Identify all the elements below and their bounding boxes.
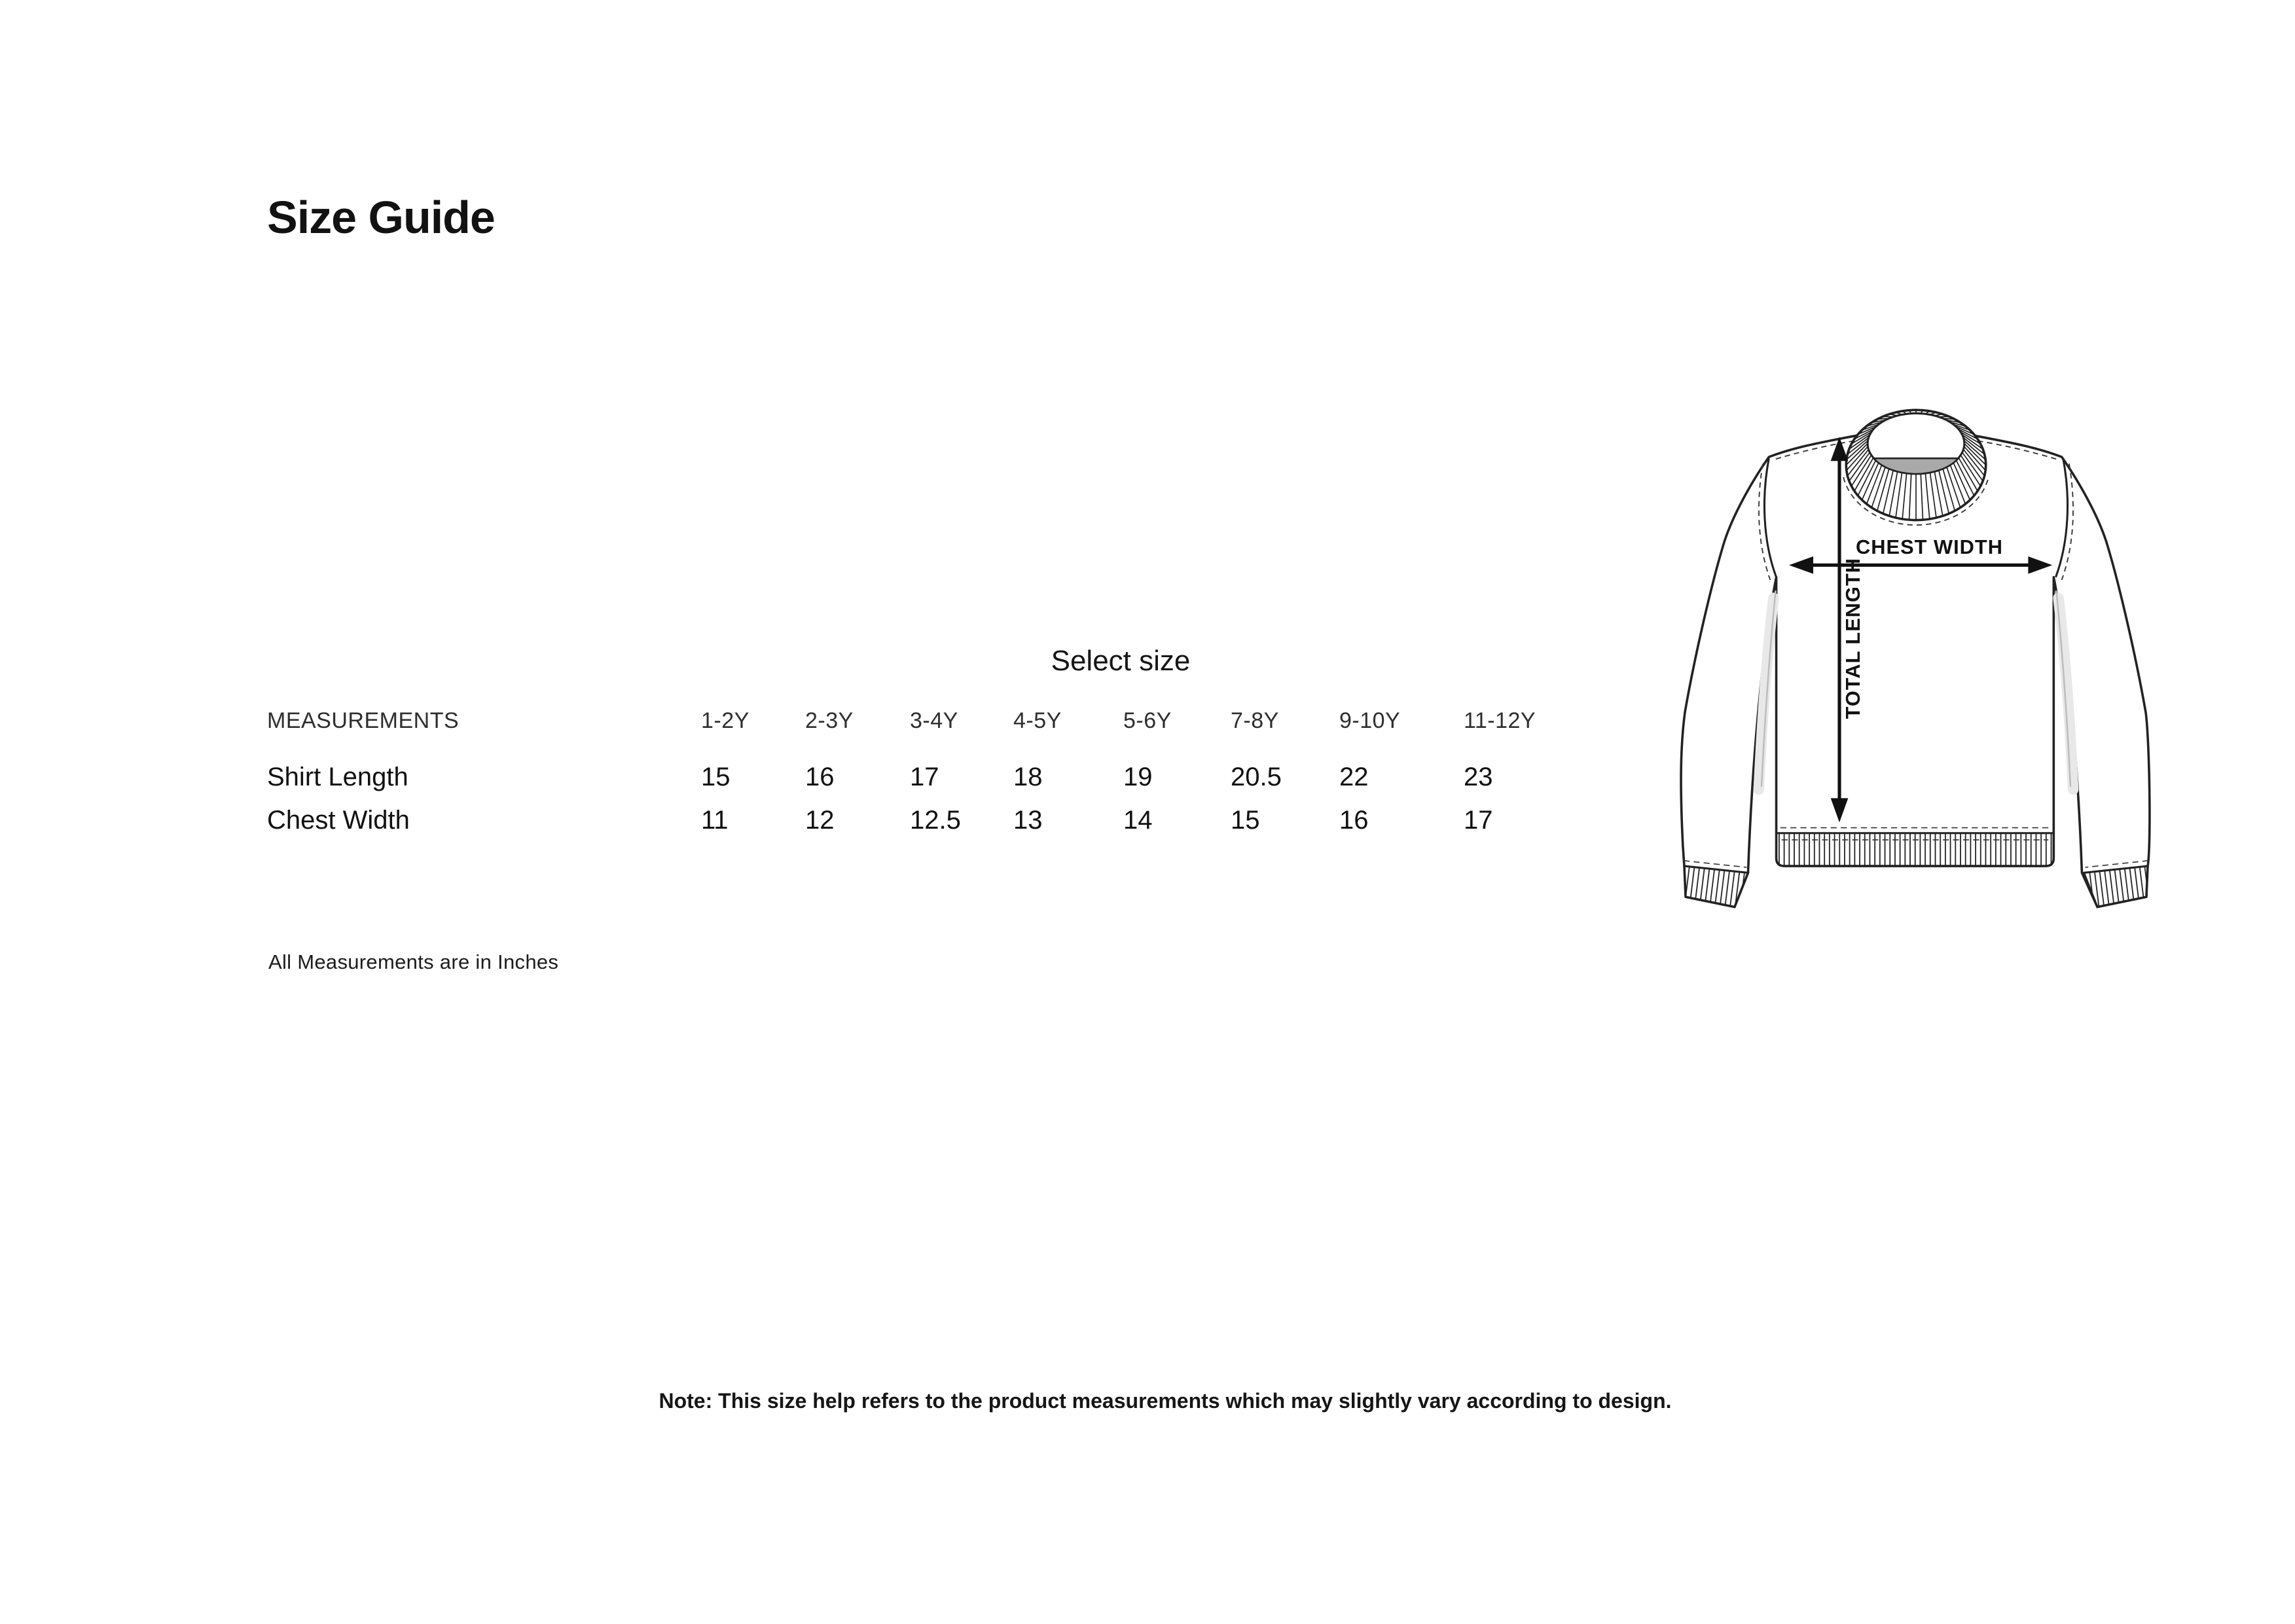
chest-width-value: 17: [1464, 806, 1493, 835]
footer-note: Note: This size help refers to the product measurements which may slightly vary according to design.: [659, 1389, 1672, 1413]
page-title: Size Guide: [267, 192, 495, 243]
chest-width-label: CHEST WIDTH: [1856, 535, 2003, 558]
shirt-length-value: 18: [1013, 763, 1043, 791]
chest-width-value: 11: [701, 806, 729, 835]
size-option-5-6y[interactable]: 5-6Y: [1123, 708, 1172, 733]
chest-width-value: 15: [1231, 806, 1260, 835]
chest-width-value: 14: [1123, 806, 1153, 835]
left-cuff-ribbing: [1684, 866, 1748, 907]
chest-width-value: 16: [1339, 806, 1369, 835]
size-option-4-5y[interactable]: 4-5Y: [1013, 708, 1062, 733]
size-option-9-10y[interactable]: 9-10Y: [1339, 708, 1401, 733]
chest-width-value: 12: [805, 806, 835, 835]
shirt-length-value: 22: [1339, 763, 1369, 791]
shirt-length-value: 19: [1123, 763, 1153, 791]
total-length-label: TOTAL LENGTH: [1841, 557, 1864, 719]
size-option-3-4y[interactable]: 3-4Y: [910, 708, 958, 733]
sweatshirt-measurement-diagram: [1661, 376, 2171, 967]
hem-ribbing: [1777, 833, 2054, 866]
size-option-7-8y[interactable]: 7-8Y: [1231, 708, 1279, 733]
shirt-length-value: 20.5: [1231, 763, 1282, 791]
units-note: All Measurements are in Inches: [268, 950, 559, 973]
shirt-length-value: 16: [805, 763, 835, 791]
row-label-shirt-length: Shirt Length: [267, 763, 408, 791]
size-option-11-12y[interactable]: 11-12Y: [1464, 708, 1536, 733]
shirt-length-value: 15: [701, 763, 731, 791]
measurements-column-header: MEASUREMENTS: [267, 708, 460, 733]
chest-width-value: 13: [1013, 806, 1043, 835]
sweatshirt-sketch: [1661, 376, 2171, 967]
size-option-1-2y[interactable]: 1-2Y: [701, 708, 750, 733]
row-label-chest-width: Chest Width: [267, 806, 410, 835]
shirt-length-value: 23: [1464, 763, 1493, 791]
size-option-2-3y[interactable]: 2-3Y: [805, 708, 854, 733]
chest-width-value: 12.5: [910, 806, 961, 835]
select-size-label: Select size: [1051, 645, 1191, 677]
shirt-length-value: 17: [910, 763, 939, 791]
